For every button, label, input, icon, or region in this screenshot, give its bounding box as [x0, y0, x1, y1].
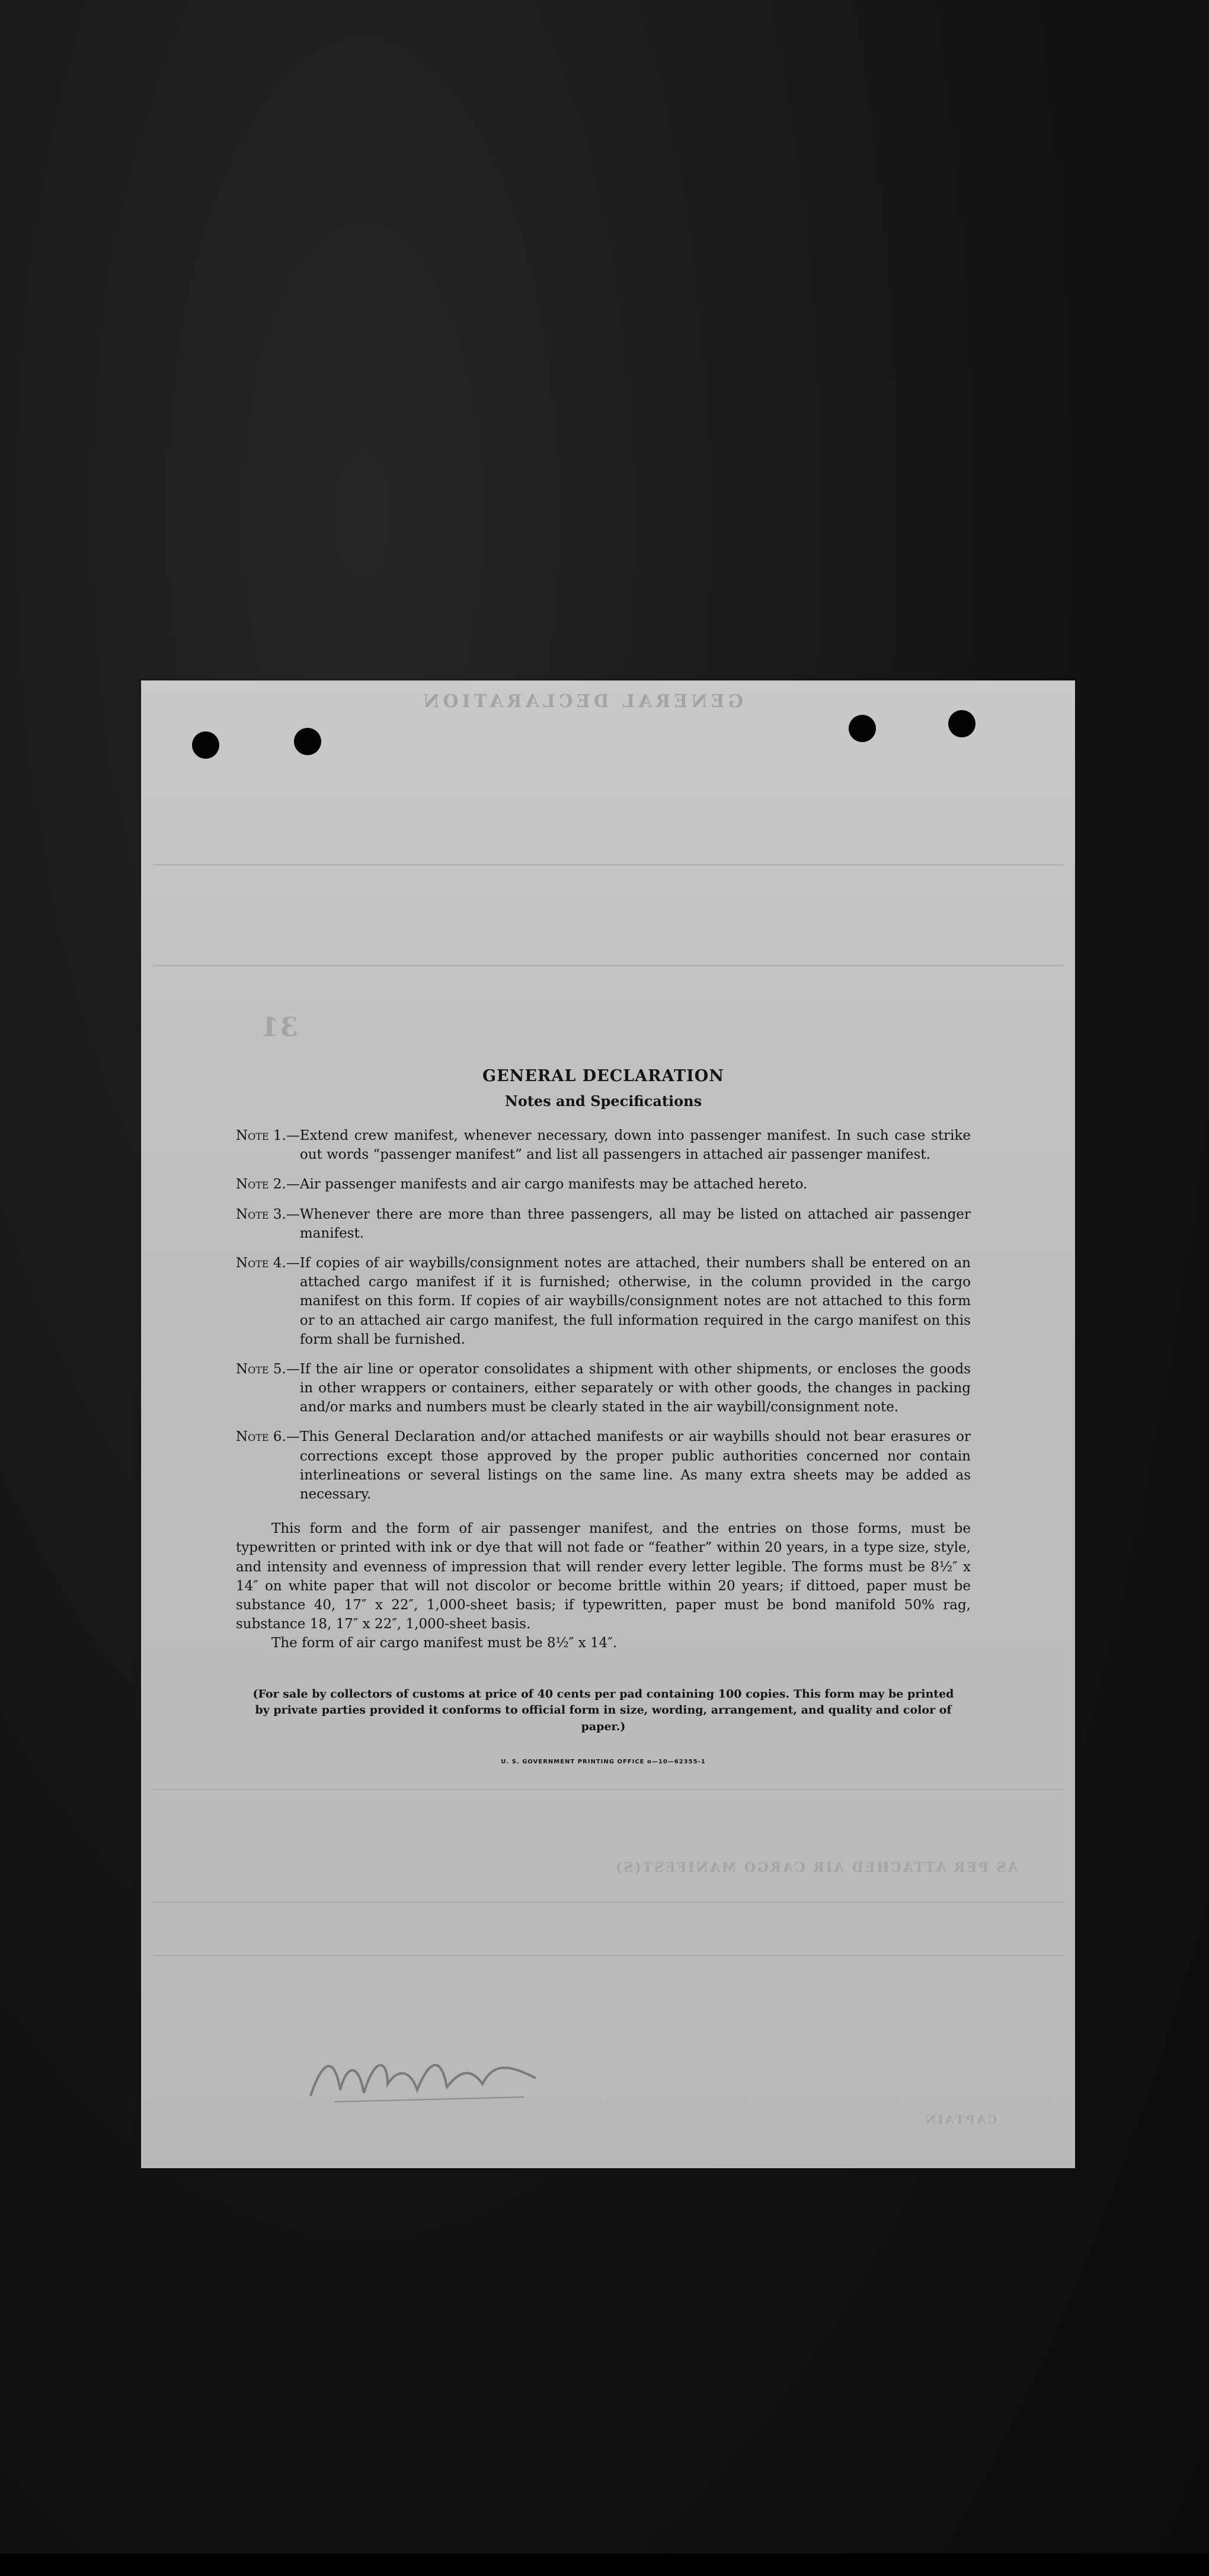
bleed-through-signature	[299, 2043, 548, 2108]
note-dash: —	[286, 1429, 300, 1445]
note-dash: —	[286, 1255, 300, 1271]
note-label: Note 1.	[236, 1128, 286, 1143]
sale-notice-line-1: (For sale by collectors of customs at price of 40 cents per pad containing 100 copies. This form may be printed	[252, 1687, 954, 1701]
note-6	[236, 1427, 971, 1504]
note-text: Air passenger manifests and air cargo manifests may be attached hereto.	[299, 1177, 808, 1193]
bleed-through-number: 31	[260, 1012, 299, 1043]
notes-content	[236, 1067, 971, 1765]
bleed-rule-4	[153, 1901, 1063, 1903]
cargo-manifest-size-line: The form of air cargo manifest must be 8½″ x 14″.	[271, 1635, 618, 1651]
note-label: Note 4.	[236, 1255, 286, 1271]
bleed-rule-1	[153, 864, 1063, 865]
bleed-through-stamp: AS PER ATTACHED AIR CARGO MANIFEST(S)	[614, 1860, 1018, 1875]
sale-notice	[236, 1686, 971, 1736]
note-label: Note 3.	[236, 1206, 286, 1222]
note-dash: —	[286, 1206, 300, 1222]
printing-office-imprint: U. S. GOVERNMENT PRINTING OFFICE o—10—62355-1	[501, 1759, 706, 1766]
note-text: Extend crew manifest, whenever necessary, down into passenger manifest. In such case strike out words “passenger manifest” and list all passengers in attached air passenger manifest.	[299, 1128, 971, 1163]
bleed-rule-2	[153, 965, 1063, 966]
note-text: Whenever there are more than three passengers, all may be listed on attached air passenger manifest.	[299, 1206, 971, 1241]
punch-hole-right-1	[849, 715, 876, 742]
bleed-through-header: GENERAL DECLARATION	[420, 691, 744, 712]
page-title: GENERAL DECLARATION	[482, 1067, 724, 1085]
note-4	[236, 1254, 971, 1349]
note-text: If copies of air waybills/consignment notes are attached, their numbers shall be entered on an attached cargo manifest if it is furnished; otherwise, in the column provided in the cargo manifest on this form. If copies of air waybills/consignment notes are not attached to this form or to an attached air cargo manifest, the full information required in the cargo manifest on this form shall be furnished.	[299, 1255, 971, 1347]
punch-hole-right-2	[948, 710, 975, 737]
sale-notice-line-2: by private parties provided it conforms to official form in size, wording, arrangement, and quality and color of paper.)	[255, 1704, 952, 1733]
punch-hole-left-2	[294, 728, 321, 755]
note-dash: —	[286, 1177, 300, 1193]
note-label: Note 2.	[236, 1177, 286, 1193]
bleed-rule-5	[153, 1955, 1063, 1956]
note-5	[236, 1360, 971, 1417]
declaration-sheet	[141, 680, 1075, 2168]
bleed-through-captain: CAPTAIN	[923, 2112, 997, 2127]
note-3	[236, 1205, 971, 1243]
note-1	[236, 1126, 971, 1164]
punch-hole-left-1	[192, 731, 219, 759]
note-2	[236, 1175, 971, 1194]
note-text: If the air line or operator consolidates a shipment with other shipments, or encloses the goods in other wrappers or containers, either separately or with other goods, the changes in packing and/or marks and numbers must be clearly stated in the air waybill/consignment note.	[299, 1361, 971, 1415]
note-dash: —	[286, 1128, 300, 1143]
note-label: Note 5.	[236, 1361, 286, 1377]
bleed-rule-3	[153, 1789, 1063, 1790]
page-subtitle: Notes and Specifications	[504, 1092, 702, 1110]
note-text: This General Declaration and/or attached manifests or air waybills should not bear erasures or corrections except those approved by the proper public authorities concerned nor contain interlineations or several listings on the same line. As many extra sheets may be added as necessary.	[299, 1429, 971, 1502]
note-label: Note 6.	[236, 1429, 286, 1445]
form-specification-paragraph: This form and the form of air passenger manifest, and the entries on those forms, must be typewritten or printed with ink or dye that will not fade or “feather” within 20 years, in a type size, style, and intensity and evenness of impression that will render every letter legible. The forms must be 8½″ x 14″ on white paper that will not discolor or become brittle within 20 years; if dittoed, paper must be substance 40, 17″ x 22″, 1,000-sheet basis; if typewritten, paper must be bond manifold 50% rag, substance 18, 17″ x 22″, 1,000-sheet basis.	[236, 1521, 971, 1632]
note-dash: —	[286, 1361, 300, 1377]
scan-edge-strip	[0, 2553, 1209, 2576]
